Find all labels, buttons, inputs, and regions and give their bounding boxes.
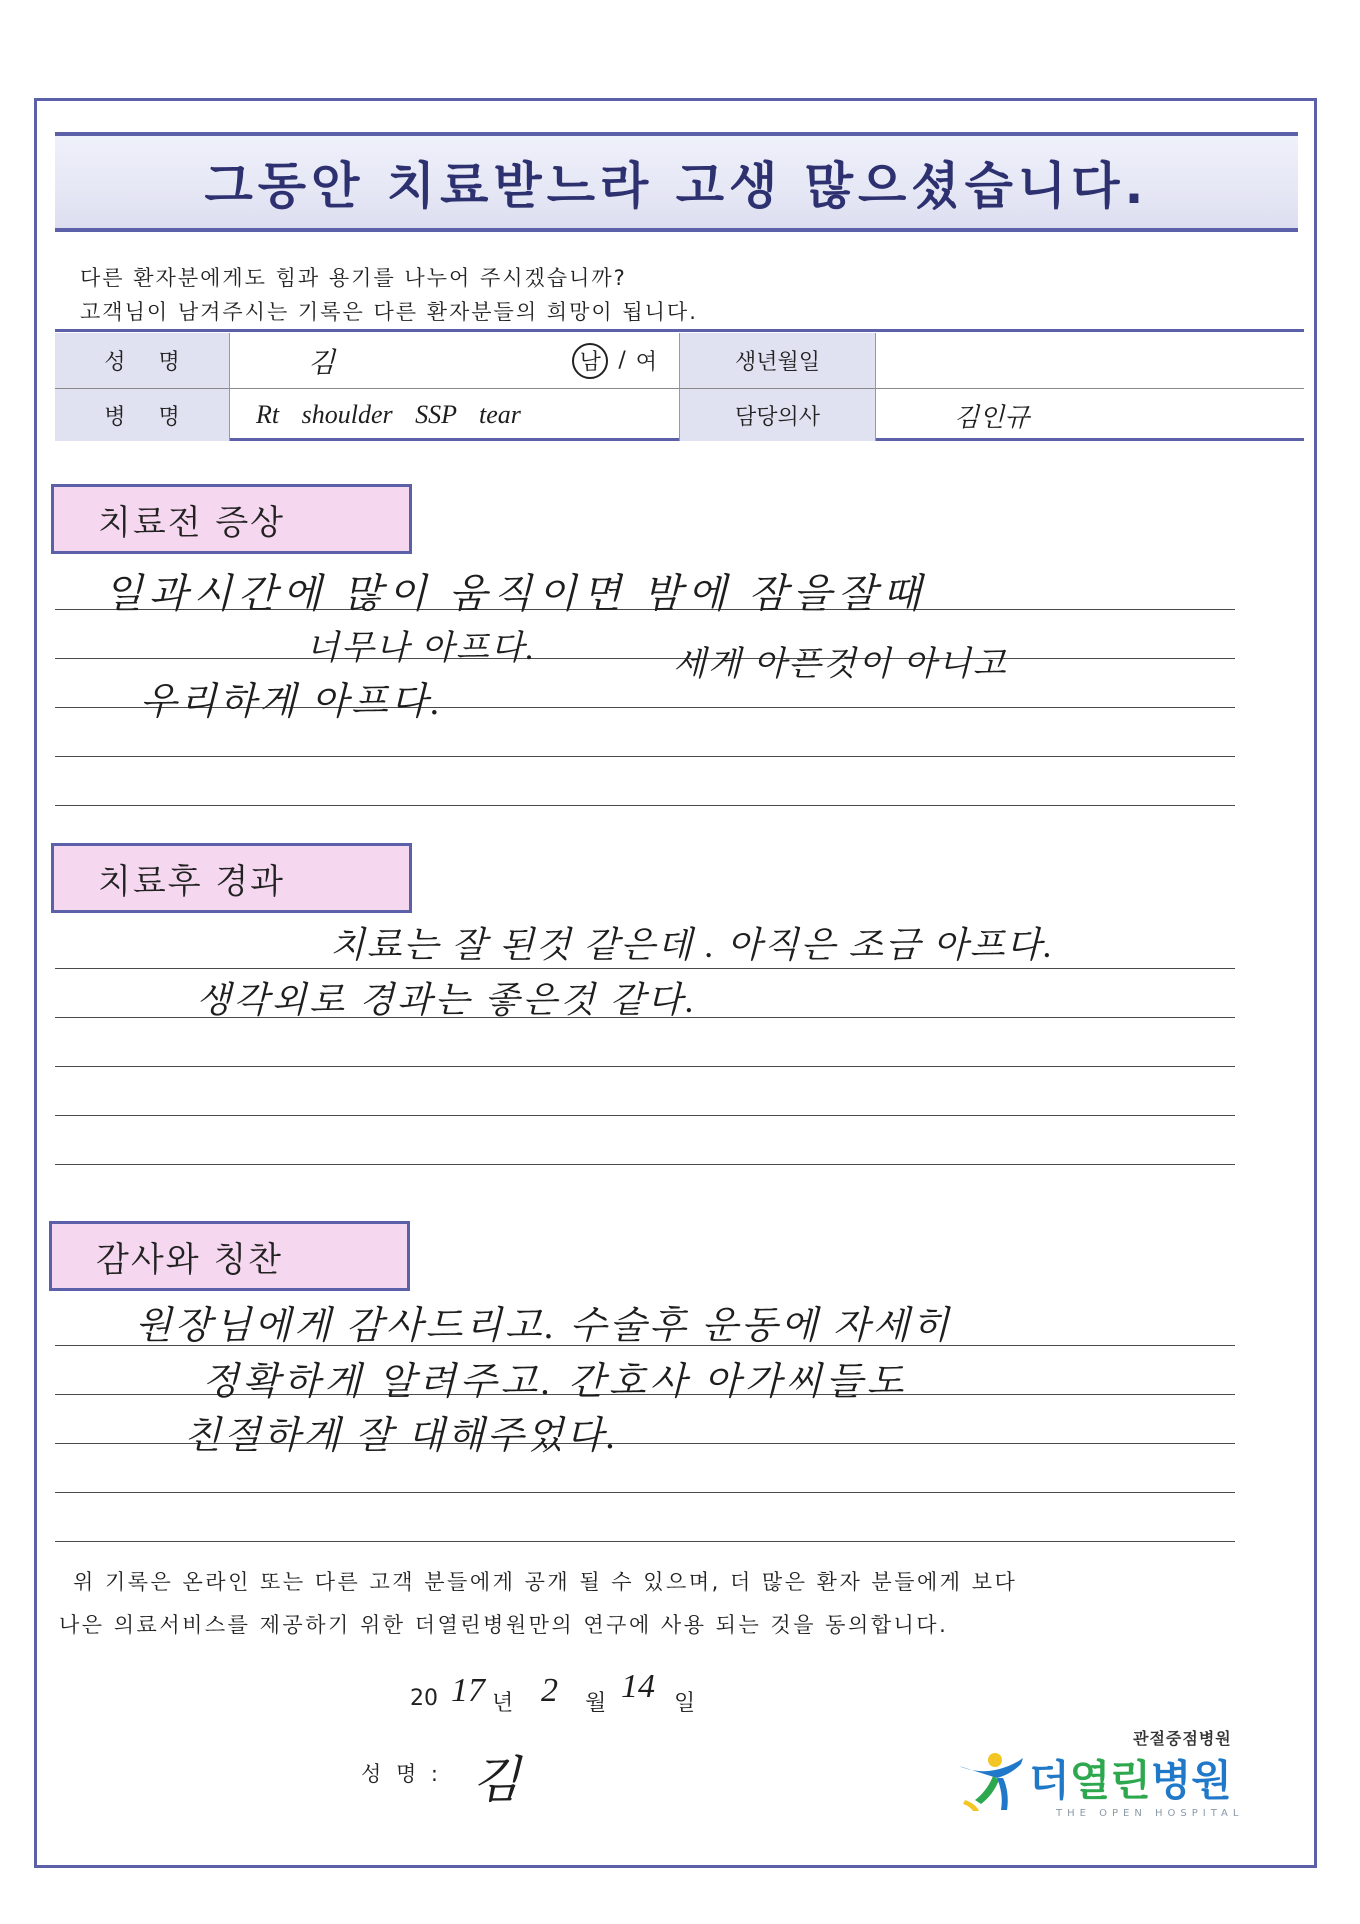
doctor-label: 담당의사 [680, 389, 876, 441]
sex-separator: / [618, 348, 626, 373]
date-century: 20 [410, 1686, 438, 1711]
doctor-value-cell [876, 389, 1304, 441]
handwritten-thanks-line-1: 원장님에게 감사드리고. 수술후 운동에 자세히 [135, 1305, 952, 1347]
handwritten-thanks-line-3: 친절하게 잘 대해주었다. [184, 1415, 619, 1457]
name-value: 김 [308, 347, 336, 379]
handwritten-symptoms-line-4: 우리하게 아프다. [140, 681, 443, 723]
hospital-figure-icon [955, 1748, 1025, 1812]
diagnosis-value-cell [230, 389, 680, 441]
handwritten-progress-line-2: 생각외로 경과는 좋은것 같다. [196, 980, 698, 1020]
title-banner [55, 132, 1298, 232]
patient-info-table [55, 333, 1304, 441]
intro-line-2: 고객님이 남겨주시는 기록은 다른 환자분들의 희망이 됩니다. [80, 300, 698, 324]
logo-wordmark [1029, 1748, 1232, 1808]
section-heading-thanks: 감사와 칭찬 [49, 1221, 410, 1291]
intro-line-1: 다른 환자분에게도 힘과 용기를 나누어 주시겠습니까? [80, 266, 627, 290]
logo-english-name: THE OPEN HOSPITAL [1056, 1808, 1244, 1819]
date-month: 2 [541, 1672, 558, 1709]
ruled-line [55, 1492, 1235, 1493]
signature-label: 성 명 : [361, 1762, 442, 1786]
handwritten-progress-line-1: 치료는 잘 된것 같은데 . 아직은 조금 아프다. [330, 925, 1055, 965]
handwritten-symptoms-line-3: 세게 아픈것이 아니고 [673, 646, 1008, 683]
section-heading-progress-after: 치료후 경과 [51, 843, 412, 913]
name-label: 성 명 [55, 333, 230, 389]
sex-female: 여 [635, 350, 657, 375]
consent-line-1: 위 기록은 온라인 또는 다른 고객 분들에게 공개 될 수 있으며, 더 많은 환자 분들에게 보다 [73, 1570, 1018, 1594]
logo-name-part-1: 더 [1029, 1756, 1070, 1805]
date-year-unit: 년 [492, 1691, 514, 1716]
sex-male-circled: 남 [572, 343, 608, 379]
logo-tagline: 관절중점병원 [1133, 1729, 1232, 1748]
logo-name-part-3: 병원 [1150, 1756, 1232, 1805]
sex-selector [572, 343, 657, 379]
ruled-line [55, 968, 1235, 969]
handwritten-thanks-line-2: 정확하게 알려주고. 간호사 아가씨들도 [202, 1361, 908, 1403]
birthdate-value-cell [876, 333, 1304, 389]
name-value-cell [230, 333, 680, 389]
consent-line-2: 나은 의료서비스를 제공하기 위한 더열린병원만의 연구에 사용 되는 것을 동의합니다. [59, 1613, 949, 1637]
section-heading-symptoms-before: 치료전 증상 [51, 484, 412, 554]
date-day: 14 [621, 1668, 655, 1705]
ruled-line [55, 1066, 1235, 1067]
ruled-line [55, 756, 1235, 757]
diagnosis-label: 병 명 [55, 389, 230, 441]
birthdate-label: 생년월일 [680, 333, 876, 389]
ruled-line [55, 1164, 1235, 1165]
handwritten-symptoms-line-2: 너무나 아프다. [306, 630, 537, 667]
handwritten-symptoms-line-1: 일과시간에 많이 움직이면 밤에 잠을잘때 [104, 571, 927, 616]
info-table-top-rule [55, 329, 1304, 332]
ruled-line [55, 1541, 1235, 1542]
signature-value: 김 [472, 1752, 521, 1808]
date-year: 17 [451, 1672, 485, 1709]
page-title: 그동안 치료받느라 고생 많으셨습니다. [204, 157, 1149, 215]
ruled-line [55, 1115, 1235, 1116]
date-month-unit: 월 [585, 1691, 607, 1716]
logo-name-part-2: 열린 [1069, 1756, 1151, 1805]
ruled-line [55, 658, 1235, 659]
ruled-line [55, 805, 1235, 806]
date-day-unit: 일 [674, 1691, 696, 1716]
doctor-value: 김인규 [954, 402, 1030, 432]
diagnosis-value: Rt shoulder SSP tear [256, 400, 521, 429]
